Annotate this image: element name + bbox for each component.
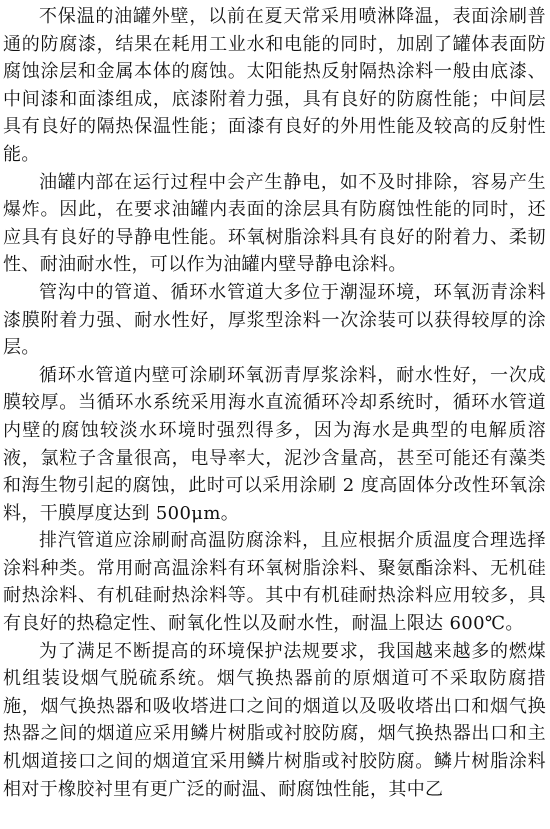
paragraph-tank-interior: 油罐内部在运行过程中会产生静电，如不及时排除，容易产生爆炸。因此，在要求油罐内表面的涂层具有防腐蚀性能的同时，还应具有良好的导静电性能。环氧树脂涂料具有良好的附着力、柔韧性、耐油耐水性，可以作为油罐内壁导静电涂料。 (3, 171, 546, 276)
paragraph-flue-gas-desulfurization: 为了满足不断提高的环境保护法规要求，我国越来越多的燃煤机组装设烟气脱硫系统。烟气换热器前的原烟道可不采取防腐措施，烟气换热器和吸收塔进口之间的烟道以及吸收塔出口和烟气换热器之间的烟道应采用鳞片树脂或衬胶防腐，烟气换热器出口和主机烟道接口之间的烟道宜采用鳞片树脂或衬胶防腐。鳞片树脂涂料相对于橡胶衬里有更广泛的耐温、耐腐蚀性能，其中乙 (3, 640, 546, 800)
paragraph-trench-pipes: 管沟中的管道、循环水管道大多位于潮湿环境，环氧沥青涂料漆膜附着力强、耐水性好，厚浆型涂料一次涂装可以获得较厚的涂层。 (3, 281, 546, 359)
paragraph-exhaust-pipe: 排汽管道应涂刷耐高温防腐涂料，且应根据介质温度合理选择涂料种类。常用耐高温涂料有环氧树脂涂料、聚氨酯涂料、无机硅耐热涂料、有机硅耐热涂料等。其中有机硅耐热涂料应用较多，具有良好的热稳定性、耐氧化性以及耐水性，耐温上限达 600℃。 (3, 530, 546, 635)
paragraph-circulating-water-pipe: 循环水管道内壁可涂刷环氧沥青厚浆涂料，耐水性好，一次成膜较厚。当循环水系统采用海水直流循环冷却系统时，循环水管道内壁的腐蚀较淡水环境时强烈得多，因为海水是典型的电解质溶液，氯粒子含量很高，电导率大，泥沙含量高，甚至可能还有藻类和海生物引起的腐蚀，此时可以采用涂刷 2 度高固体分改性环氧涂料，干膜厚度达到 500μm。 (3, 364, 546, 524)
paragraph-tank-exterior: 不保温的油罐外壁，以前在夏天常采用喷淋降温，表面涂刷普通的防腐漆，结果在耗用工业水和电能的同时，加剧了罐体表面防腐蚀涂层和金属本体的腐蚀。太阳能热反射隔热涂料一般由底漆、中间漆和面漆组成，底漆附着力强，具有良好的防腐性能；中间层具有良好的隔热保温性能；面漆有良好的外用性能及较高的反射性能。 (3, 6, 546, 165)
